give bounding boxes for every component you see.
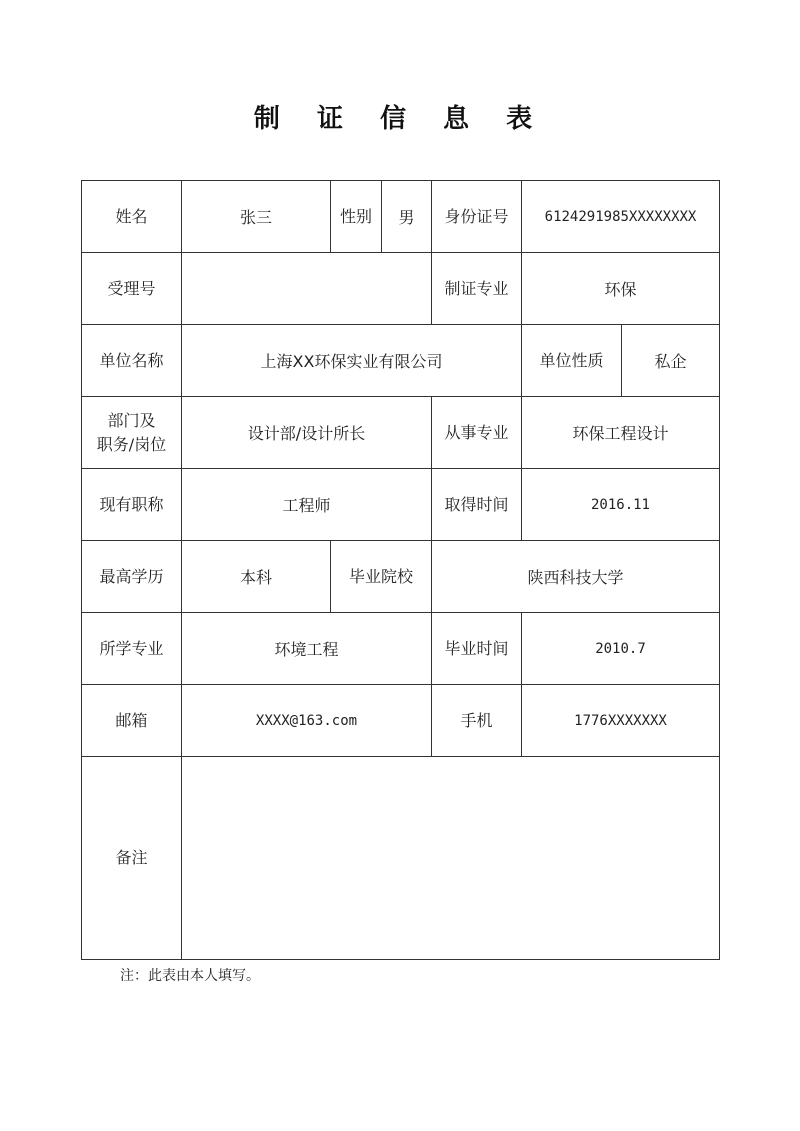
label-acceptance-no: 受理号 <box>82 253 182 325</box>
label-id-number: 身份证号 <box>432 181 522 253</box>
value-studied-major[interactable]: 环境工程 <box>182 613 432 685</box>
label-phone: 手机 <box>432 685 522 757</box>
row-major <box>82 613 720 685</box>
form-title: 制 证 信 息 表 <box>253 104 547 134</box>
row-acceptance <box>82 253 720 325</box>
value-phone[interactable]: 1776XXXXXXX <box>522 685 720 757</box>
value-gender[interactable]: 男 <box>382 181 432 253</box>
row-department <box>82 397 720 469</box>
footnote: 注：此表由本人填写。 <box>120 968 260 984</box>
label-email: 邮箱 <box>82 685 182 757</box>
value-obtained-time[interactable]: 2016.11 <box>522 469 720 541</box>
row-name <box>82 181 720 253</box>
label-company-name: 单位名称 <box>82 325 182 397</box>
label-studied-major: 所学专业 <box>82 613 182 685</box>
label-highest-education: 最高学历 <box>82 541 182 613</box>
value-id-number[interactable]: 6124291985XXXXXXXX <box>522 181 720 253</box>
label-company-type: 单位性质 <box>522 325 622 397</box>
value-current-title[interactable]: 工程师 <box>182 469 432 541</box>
value-company-type[interactable]: 私企 <box>622 325 720 397</box>
value-company-name[interactable]: 上海XX环保实业有限公司 <box>182 325 522 397</box>
label-department-line1: 部门及 <box>107 410 156 430</box>
row-education <box>82 541 720 613</box>
label-obtained-time: 取得时间 <box>432 469 522 541</box>
row-contact <box>82 685 720 757</box>
value-name[interactable]: 张三 <box>182 181 331 253</box>
value-work-major[interactable]: 环保工程设计 <box>522 397 720 469</box>
row-company <box>82 325 720 397</box>
value-graduate-school[interactable]: 陕西科技大学 <box>432 541 720 613</box>
certificate-info-table <box>81 180 720 960</box>
label-remarks: 备注 <box>82 757 182 960</box>
value-acceptance-no[interactable] <box>182 253 432 325</box>
row-title <box>82 469 720 541</box>
value-remarks[interactable] <box>182 757 720 960</box>
label-work-major: 从事专业 <box>432 397 522 469</box>
label-name: 姓名 <box>82 181 182 253</box>
value-highest-education[interactable]: 本科 <box>182 541 331 613</box>
label-cert-major: 制证专业 <box>432 253 522 325</box>
label-graduation-time: 毕业时间 <box>432 613 522 685</box>
value-email[interactable]: XXXX@163.com <box>182 685 432 757</box>
value-cert-major[interactable]: 环保 <box>522 253 720 325</box>
label-department-line2: 职务/岗位 <box>96 434 167 454</box>
row-remarks <box>82 757 720 960</box>
value-department[interactable]: 设计部/设计所长 <box>182 397 432 469</box>
label-department <box>82 397 182 469</box>
value-graduation-time[interactable]: 2010.7 <box>522 613 720 685</box>
label-gender: 性别 <box>331 181 382 253</box>
label-graduate-school: 毕业院校 <box>331 541 432 613</box>
label-current-title: 现有职称 <box>82 469 182 541</box>
